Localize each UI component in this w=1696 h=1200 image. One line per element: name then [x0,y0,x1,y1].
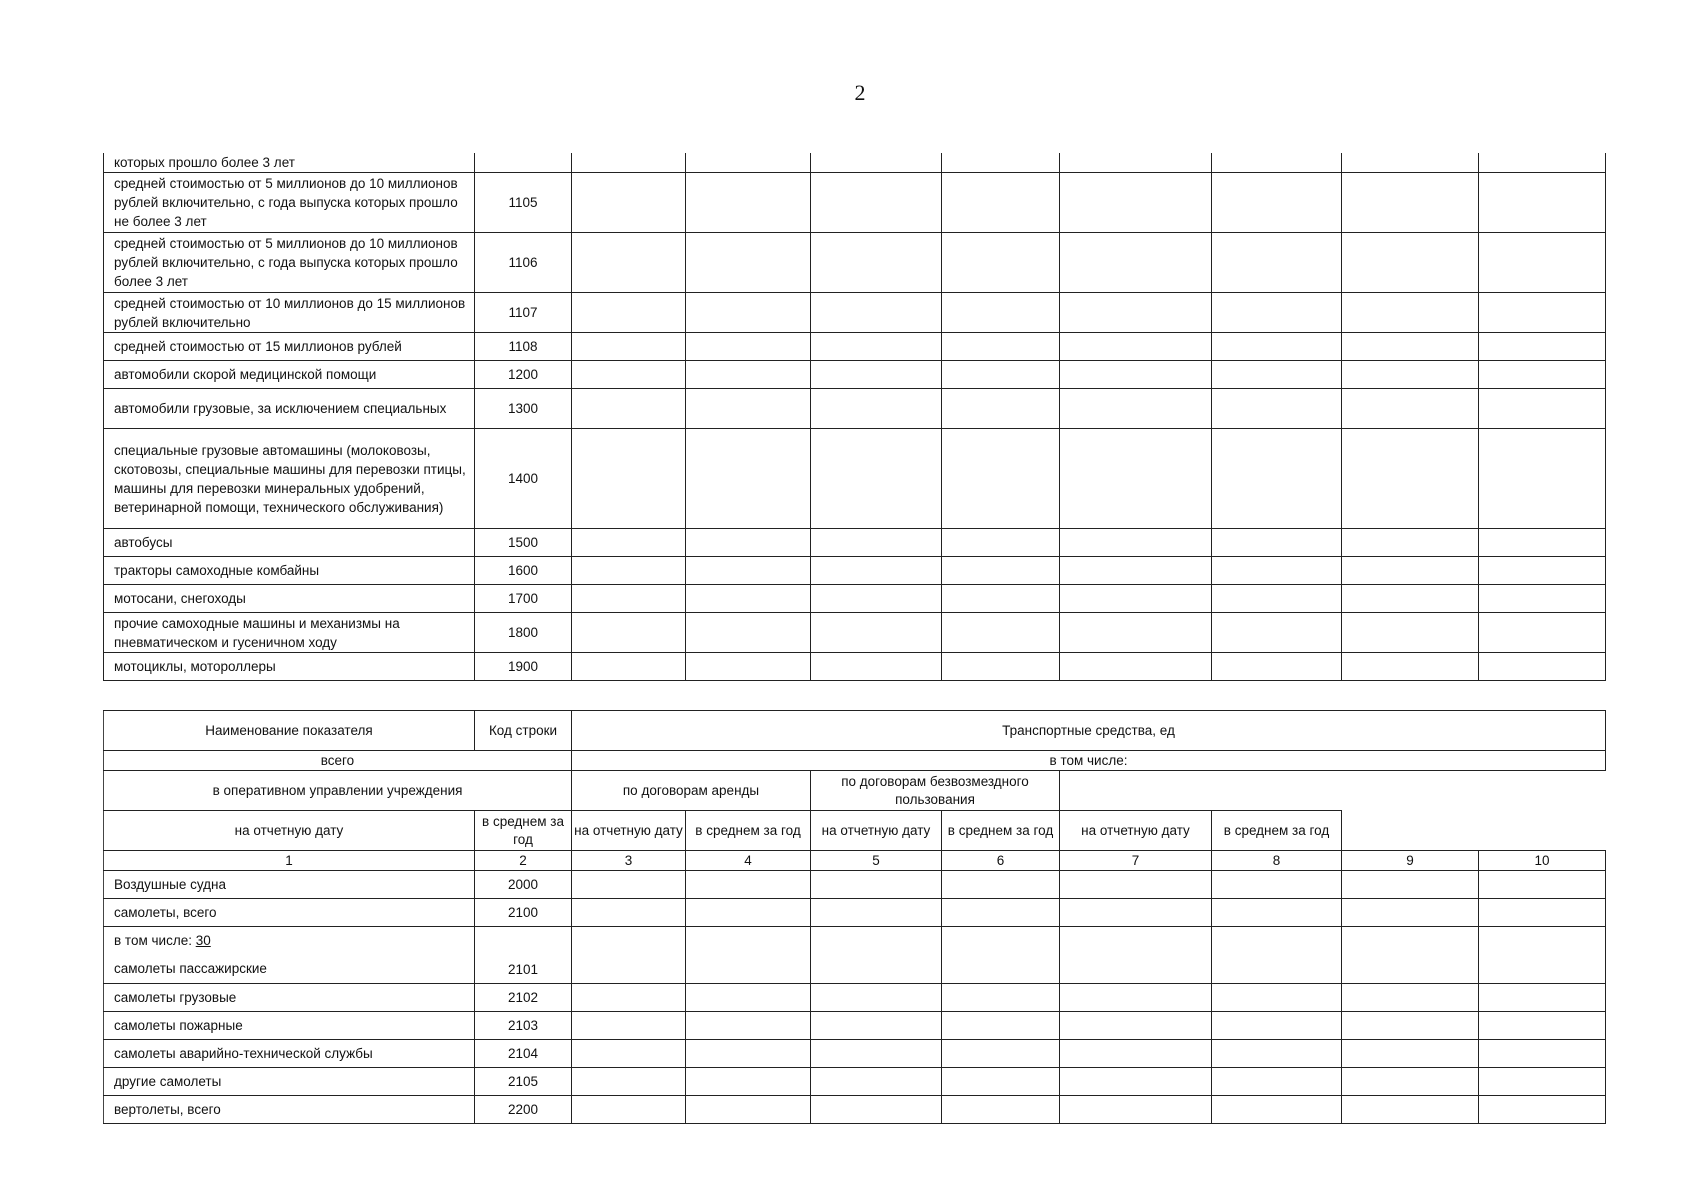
row-name: средней стоимостью от 5 миллионов до 10 миллионов рублей включительно, с года выпуска которых прошло более 3 лет [104,233,475,293]
vehicles-table-continuation [103,153,1606,681]
col-number: 6 [942,851,1060,871]
row-name: тракторы самоходные комбайны [104,557,475,585]
table-row [104,361,1606,389]
row-name: вертолеты, всего [104,1096,475,1124]
row-name-note: 30 [195,933,211,948]
row-code: 2104 [475,1040,572,1068]
table-row [104,233,1606,293]
table-row [104,1068,1606,1096]
row-name [104,927,475,984]
row-name: автомобили грузовые, за исключением специальных [104,389,475,429]
table-row [104,653,1606,681]
table-row [104,585,1606,613]
col-number: 9 [1342,851,1479,871]
row-code: 2100 [475,899,572,927]
row-name: специальные грузовые автомашины (молоковозы, скотовозы, специальные машины для перевозки птицы, машины для перевозки минеральных удобрений, ветеринарной помощи, технического обслуживания) [104,429,475,529]
header-total: всего [104,751,572,771]
col-number: 5 [811,851,942,871]
col-number: 7 [1060,851,1212,871]
col-number: 4 [686,851,811,871]
row-code: 1107 [475,293,572,333]
row-name-prefix: в том числе: [114,933,196,948]
table-row [104,871,1606,899]
header-code: Код строки [475,711,572,751]
row-code: 2105 [475,1068,572,1096]
col-number: 3 [572,851,686,871]
row-code: 2200 [475,1096,572,1124]
table-row [104,1040,1606,1068]
table-row [104,984,1606,1012]
row-name: самолеты пожарные [104,1012,475,1040]
row-code: 2102 [475,984,572,1012]
table-row [104,529,1606,557]
table-row [104,1096,1606,1124]
header-free-use: по договорам безвозмездного пользования [811,771,1060,811]
row-code: 1800 [475,613,572,653]
table-row [104,293,1606,333]
row-name: средней стоимостью от 10 миллионов до 15 миллионов рублей включительно [104,293,475,333]
table-row [104,429,1606,529]
row-code: 1105 [475,173,572,233]
table-row [104,153,1606,173]
row-code: 1600 [475,557,572,585]
row-code [475,153,572,173]
page-number: 2 [854,80,866,105]
header-including: в том числе: [572,751,1606,771]
header-avg-year: в среднем за год [942,811,1060,851]
row-code: 1500 [475,529,572,557]
header-on-date: на отчетную дату [811,811,942,851]
row-name: самолеты грузовые [104,984,475,1012]
table-row [104,899,1606,927]
table-row [104,927,1606,984]
col-number: 1 [104,851,475,871]
row-code: 1400 [475,429,572,529]
col-number: 2 [475,851,572,871]
header-avg-year: в среднем за год [1212,811,1342,851]
row-name-second: самолеты пассажирские [114,961,267,976]
header-on-date: на отчетную дату [1060,811,1212,851]
header-on-date: на отчетную дату [572,811,686,851]
row-name: автобусы [104,529,475,557]
row-code: 1108 [475,333,572,361]
row-name: автомобили скорой медицинской помощи [104,361,475,389]
aircraft-table [103,710,1606,1124]
row-name: мотоциклы, мотороллеры [104,653,475,681]
header-avg-year: в среднем за год [475,811,572,851]
header-transport: Транспортные средства, ед [572,711,1606,751]
row-code: 2000 [475,871,572,899]
table-row [104,173,1606,233]
table-row [104,1012,1606,1040]
row-code: 1106 [475,233,572,293]
row-name: другие самолеты [104,1068,475,1096]
col-number: 8 [1212,851,1342,871]
row-name: которых прошло более 3 лет [104,153,475,173]
row-name: средней стоимостью от 15 миллионов рублей [104,333,475,361]
row-name: мотосани, снегоходы [104,585,475,613]
row-code: 2101 [475,927,572,984]
table-row [104,333,1606,361]
header-avg-year: в среднем за год [686,811,811,851]
row-code: 2103 [475,1012,572,1040]
row-name: самолеты аварийно-технической службы [104,1040,475,1068]
row-code: 1200 [475,361,572,389]
header-operational: в оперативном управлении учреждения [104,771,572,811]
table-row [104,613,1606,653]
header-on-date: на отчетную дату [104,811,475,851]
header-indicator: Наименование показателя [104,711,475,751]
row-name: прочие самоходные машины и механизмы на пневматическом и гусеничном ходу [104,613,475,653]
table-row [104,557,1606,585]
row-name: самолеты, всего [104,899,475,927]
table-row [104,389,1606,429]
row-name: Воздушные судна [104,871,475,899]
row-code: 1700 [475,585,572,613]
row-code: 1300 [475,389,572,429]
col-number: 10 [1479,851,1606,871]
row-name: средней стоимостью от 5 миллионов до 10 миллионов рублей включительно, с года выпуска которых прошло не более 3 лет [104,173,475,233]
row-code: 1900 [475,653,572,681]
header-lease: по договорам аренды [572,771,811,811]
